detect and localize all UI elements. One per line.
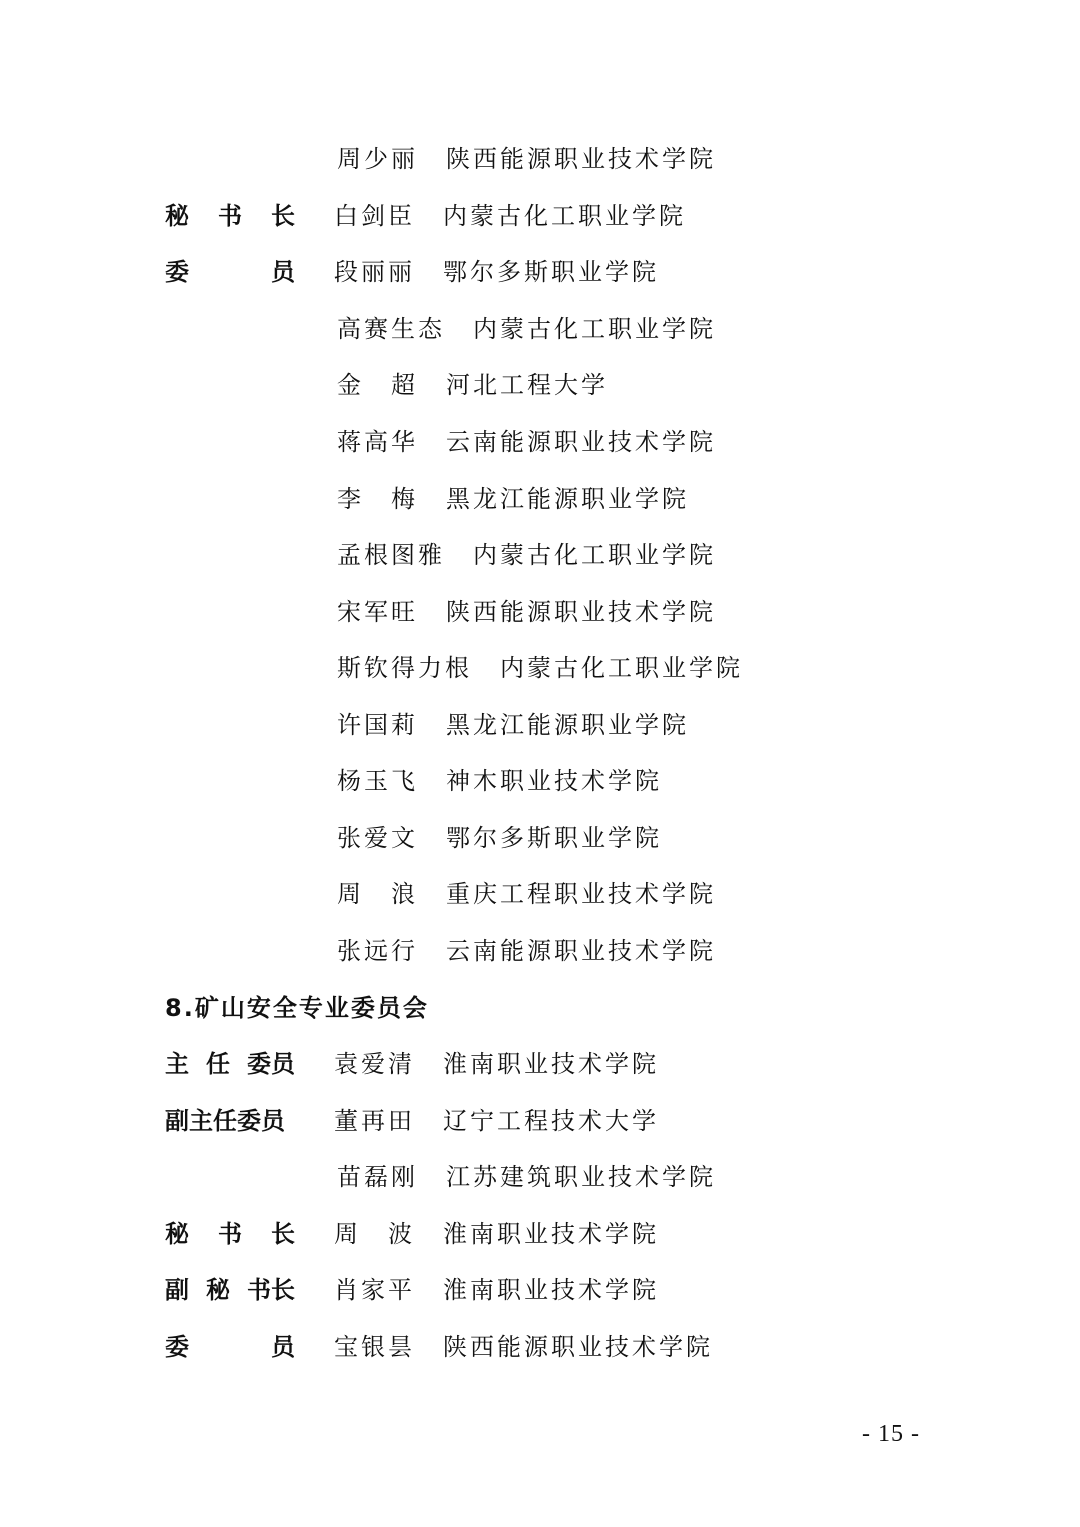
- member-row: [0, 701, 1080, 749]
- member-organization: 神木职业技术学院: [446, 767, 662, 795]
- member-name: 袁爱清: [334, 1050, 415, 1078]
- member-organization: 黑龙江能源职业学院: [446, 485, 689, 513]
- member-entry: [337, 588, 716, 636]
- member-name: 肖家平: [334, 1276, 415, 1304]
- member-row: [0, 475, 1080, 523]
- role-char: 主: [165, 1050, 189, 1078]
- role-char: 秘: [206, 1276, 230, 1304]
- member-name: 斯钦得力根: [337, 654, 472, 682]
- member-row: [0, 305, 1080, 353]
- member-organization: 江苏建筑职业技术学院: [446, 1163, 716, 1191]
- member-organization: 内蒙古化工职业学院: [443, 202, 686, 230]
- member-entry: [337, 870, 716, 918]
- member-entry: [334, 192, 686, 240]
- member-name: 金 超: [337, 371, 418, 399]
- member-organization: 陕西能源职业技术学院: [446, 598, 716, 626]
- member-entry: [337, 361, 608, 409]
- member-row: [0, 192, 1080, 240]
- member-row: [0, 814, 1080, 862]
- role-text: 副主任委员: [165, 1107, 285, 1135]
- member-organization: 重庆工程职业技术学院: [446, 880, 716, 908]
- member-name: 段丽丽: [334, 258, 415, 286]
- member-entry: [337, 927, 716, 975]
- member-row: [0, 1097, 1080, 1145]
- role-char: 委员: [247, 1050, 295, 1078]
- role-label: [165, 192, 295, 240]
- section-heading-row: [0, 984, 1080, 1032]
- role-label: [165, 1266, 295, 1314]
- member-organization: 内蒙古化工职业学院: [473, 315, 716, 343]
- member-entry: [337, 701, 689, 749]
- role-char: 委: [165, 258, 189, 286]
- role-char: 员: [271, 1333, 295, 1361]
- role-char: 长: [271, 1220, 295, 1248]
- role-char: 任: [206, 1050, 230, 1078]
- member-entry: [334, 1040, 659, 1088]
- member-name: 周 浪: [337, 880, 418, 908]
- member-name: 周 波: [334, 1220, 415, 1248]
- role-char: 员: [271, 258, 295, 286]
- role-label: [165, 1097, 295, 1145]
- member-entry: [337, 135, 716, 183]
- member-row: [0, 248, 1080, 296]
- member-organization: 陕西能源职业技术学院: [446, 145, 716, 173]
- member-row: [0, 361, 1080, 409]
- member-organization: 河北工程大学: [446, 371, 608, 399]
- member-entry: [337, 644, 743, 692]
- role-label: [165, 1040, 295, 1088]
- member-row: [0, 588, 1080, 636]
- member-name: 杨玉飞: [337, 767, 418, 795]
- role-label: [165, 248, 295, 296]
- member-name: 许国莉: [337, 711, 418, 739]
- role-label: [165, 1210, 295, 1258]
- member-row: [0, 927, 1080, 975]
- member-row: [0, 644, 1080, 692]
- member-row: [0, 1210, 1080, 1258]
- member-organization: 内蒙古化工职业学院: [473, 541, 716, 569]
- member-entry: [334, 1266, 659, 1314]
- member-name: 周少丽: [337, 145, 418, 173]
- member-entry: [337, 475, 689, 523]
- member-row: [0, 135, 1080, 183]
- member-organization: 淮南职业技术学院: [443, 1220, 659, 1248]
- role-char: 委: [165, 1333, 189, 1361]
- member-organization: 云南能源职业技术学院: [446, 937, 716, 965]
- member-entry: [337, 757, 662, 805]
- member-row: [0, 418, 1080, 466]
- member-organization: 云南能源职业技术学院: [446, 428, 716, 456]
- member-entry: [337, 531, 716, 579]
- member-organization: 黑龙江能源职业学院: [446, 711, 689, 739]
- member-organization: 淮南职业技术学院: [443, 1050, 659, 1078]
- member-name: 张远行: [337, 937, 418, 965]
- member-row: [0, 1153, 1080, 1201]
- member-entry: [334, 1210, 659, 1258]
- member-organization: 淮南职业技术学院: [443, 1276, 659, 1304]
- member-entry: [334, 1323, 713, 1371]
- member-row: [0, 1040, 1080, 1088]
- member-organization: 陕西能源职业技术学院: [443, 1333, 713, 1361]
- member-name: 李 梅: [337, 485, 418, 513]
- member-row: [0, 1266, 1080, 1314]
- member-row: [0, 1323, 1080, 1371]
- member-row: [0, 531, 1080, 579]
- member-entry: [337, 418, 716, 466]
- member-organization: 辽宁工程技术大学: [443, 1107, 659, 1135]
- member-name: 高赛生态: [337, 315, 445, 343]
- member-name: 宝银昙: [334, 1333, 415, 1361]
- member-name: 张爱文: [337, 824, 418, 852]
- page-number: - 15 -: [862, 1421, 920, 1447]
- role-char: 书长: [247, 1276, 295, 1304]
- role-char: 副: [165, 1276, 189, 1304]
- member-name: 董再田: [334, 1107, 415, 1135]
- role-char: 秘: [165, 202, 189, 230]
- role-label: [165, 1323, 295, 1371]
- member-organization: 内蒙古化工职业学院: [500, 654, 743, 682]
- member-name: 苗磊刚: [337, 1163, 418, 1191]
- member-organization: 鄂尔多斯职业学院: [443, 258, 659, 286]
- member-entry: [334, 248, 659, 296]
- member-name: 孟根图雅: [337, 541, 445, 569]
- member-entry: [337, 1153, 716, 1201]
- member-name: 蒋高华: [337, 428, 418, 456]
- role-char: 秘: [165, 1220, 189, 1248]
- role-char: 书: [218, 202, 242, 230]
- member-name: 宋军旺: [337, 598, 418, 626]
- member-entry: [337, 814, 662, 862]
- member-organization: 鄂尔多斯职业学院: [446, 824, 662, 852]
- member-entry: [337, 305, 716, 353]
- role-char: 书: [218, 1220, 242, 1248]
- member-row: [0, 757, 1080, 805]
- role-char: 长: [271, 202, 295, 230]
- member-name: 白剑臣: [334, 202, 415, 230]
- member-row: [0, 870, 1080, 918]
- section-heading: 8.矿山安全专业委员会: [165, 994, 429, 1022]
- member-entry: [334, 1097, 659, 1145]
